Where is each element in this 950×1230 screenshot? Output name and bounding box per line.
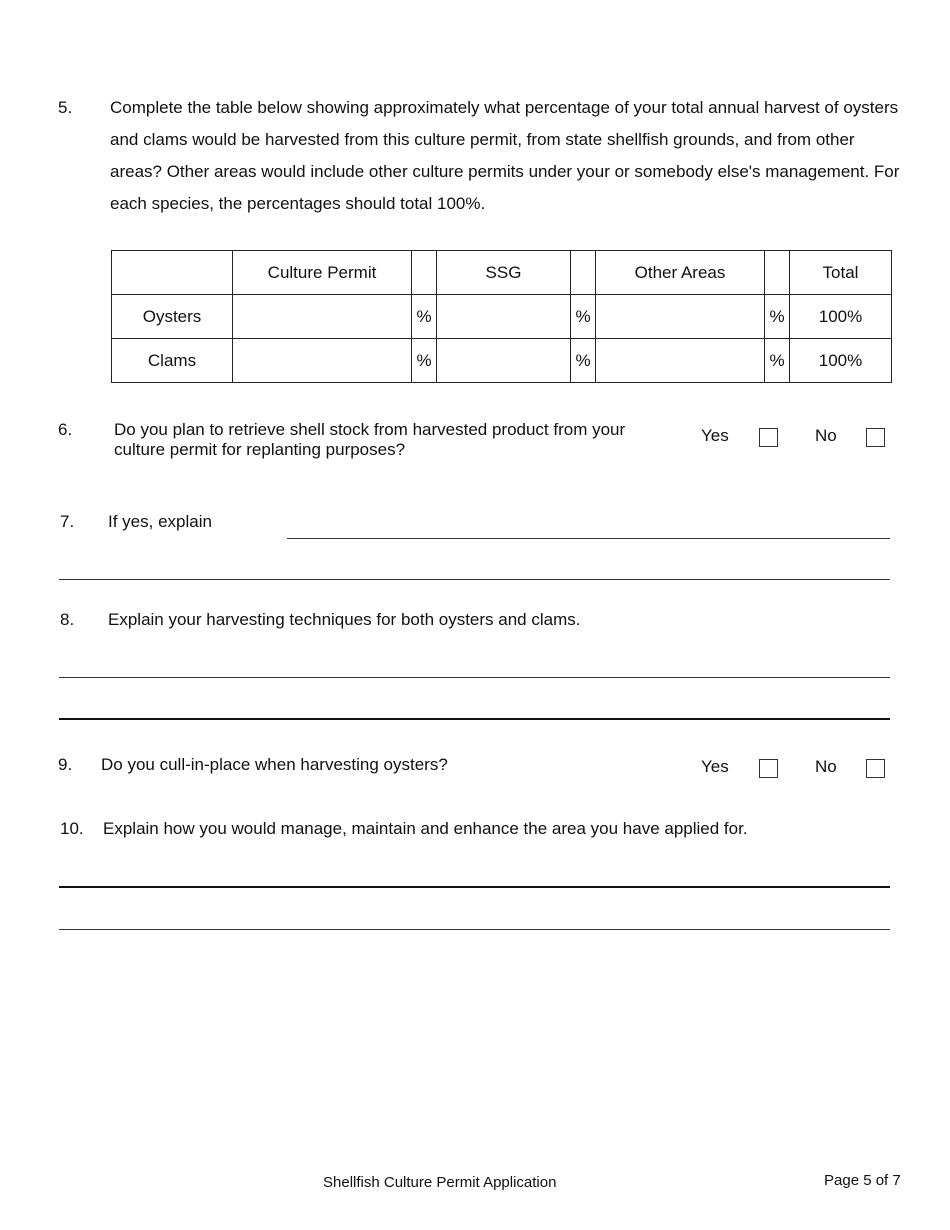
q9-yes-label: Yes xyxy=(701,757,729,776)
percent-sign: % xyxy=(571,295,596,339)
percent-sign: % xyxy=(412,339,437,383)
table-header-row xyxy=(112,251,892,295)
q6-yes-label: Yes xyxy=(701,426,729,445)
header-other-areas: Other Areas xyxy=(596,251,765,295)
header-cell-blank xyxy=(412,251,437,295)
q6-text-line2: culture permit for replanting purposes? xyxy=(114,440,406,459)
percent-sign: % xyxy=(765,339,790,383)
q10-text: Explain how you would manage, maintain and enhance the area you have applied for. xyxy=(103,819,748,838)
clams-culture-permit-input[interactable] xyxy=(233,339,412,383)
percent-sign: % xyxy=(571,339,596,383)
q6-yes-checkbox[interactable] xyxy=(759,428,778,447)
clams-ssg-input[interactable] xyxy=(437,339,571,383)
q10-answer-line-1[interactable] xyxy=(59,886,890,888)
q6-no-checkbox[interactable] xyxy=(866,428,885,447)
q9-no-label: No xyxy=(815,757,837,776)
q5-number: 5. xyxy=(58,98,73,117)
clams-total: 100% xyxy=(790,339,892,383)
table-row-clams xyxy=(112,339,892,383)
header-cell-blank xyxy=(765,251,790,295)
q8-answer-line-2[interactable] xyxy=(59,718,890,720)
q8-text: Explain your harvesting techniques for both oysters and clams. xyxy=(108,610,581,629)
percent-sign: % xyxy=(765,295,790,339)
q6-no-label: No xyxy=(815,426,837,445)
q7-answer-line[interactable] xyxy=(287,538,890,539)
row-label-oysters: Oysters xyxy=(112,295,233,339)
footer-page-number: Page 5 of 7 xyxy=(824,1172,901,1189)
q5-text: Complete the table below showing approximately what percentage of your total annual harvest of oysters and clams would be harvested from this culture permit, from state shellfish grounds, and from other areas? Other areas would include other culture permits under your or somebody else's management. For each species, the percentages should total 100%. xyxy=(110,98,900,213)
header-ssg: SSG xyxy=(437,251,571,295)
percent-sign: % xyxy=(412,295,437,339)
q9-number: 9. xyxy=(58,755,73,774)
q6-number: 6. xyxy=(58,420,73,439)
q6-text-line1: Do you plan to retrieve shell stock from harvested product from your xyxy=(114,420,626,439)
q10-number: 10. xyxy=(60,819,84,838)
header-cell-blank xyxy=(112,251,233,295)
oysters-total: 100% xyxy=(790,295,892,339)
header-total: Total xyxy=(790,251,892,295)
q7-number: 7. xyxy=(60,512,75,531)
row-label-clams: Clams xyxy=(112,339,233,383)
header-cell-blank xyxy=(571,251,596,295)
footer-title: Shellfish Culture Permit Application xyxy=(323,1174,557,1191)
harvest-table xyxy=(111,250,892,383)
q10-answer-line-2[interactable] xyxy=(59,929,890,930)
q7-text: If yes, explain xyxy=(108,512,212,531)
q7-answer-line-2[interactable] xyxy=(59,579,890,580)
q8-number: 8. xyxy=(60,610,75,629)
q9-text: Do you cull-in-place when harvesting oysters? xyxy=(101,755,448,774)
header-culture-permit: Culture Permit xyxy=(233,251,412,295)
table-row-oysters xyxy=(112,295,892,339)
oysters-other-areas-input[interactable] xyxy=(596,295,765,339)
q9-no-checkbox[interactable] xyxy=(866,759,885,778)
oysters-ssg-input[interactable] xyxy=(437,295,571,339)
clams-other-areas-input[interactable] xyxy=(596,339,765,383)
q9-yes-checkbox[interactable] xyxy=(759,759,778,778)
oysters-culture-permit-input[interactable] xyxy=(233,295,412,339)
q8-answer-line-1[interactable] xyxy=(59,677,890,678)
